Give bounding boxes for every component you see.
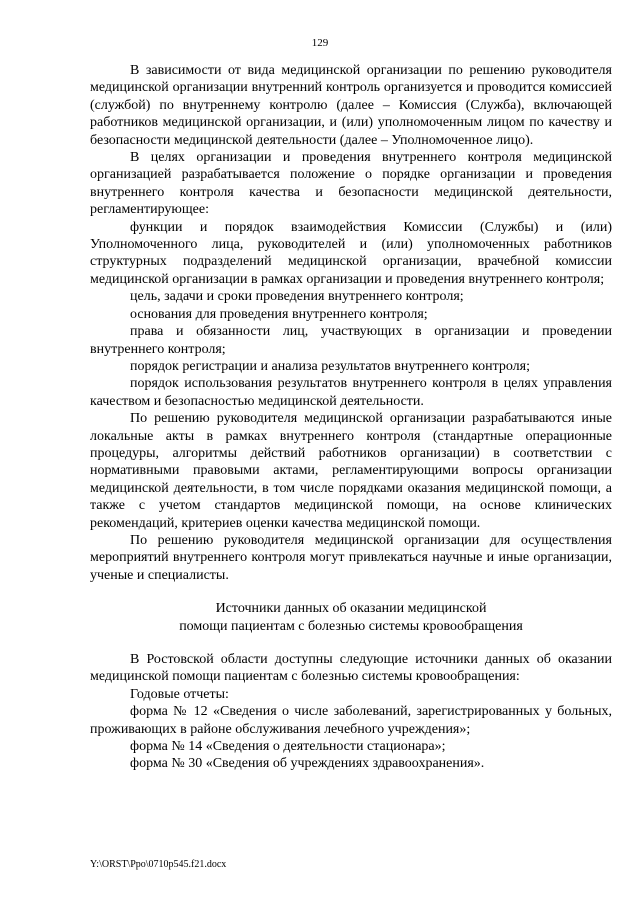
- footer-file-path: Y:\ORST\Ppo\0710p545.f21.docx: [90, 859, 227, 870]
- page-number: 129: [311, 37, 329, 49]
- list-item: функции и порядок взаимодействия Комиссии (Службы) и (или) Уполномоченного лица, руководителей и (или) уполномоченных работников структурных подразделений медицинской организации, врачебной комиссии медицинской организации в рамках организации и проведения внутреннего контроля;: [90, 219, 612, 287]
- list-item: основания для проведения внутреннего контроля;: [130, 306, 428, 322]
- list-item: порядок использования результатов внутреннего контроля в целях управления качеством и безопасностью медицинской деятельности.: [90, 376, 612, 409]
- section-heading-line: Источники данных об оказании медицинской: [215, 601, 487, 617]
- paragraph: В Ростовской области доступны следующие источники данных об оказании медицинской помощи пациентам с болезнью системы кровообращения:: [90, 652, 612, 685]
- paragraph: По решению руководителя медицинской организации для осуществления мероприятий внутреннего контроля могут привлекаться научные и иные организации, ученые и специалисты.: [90, 532, 612, 583]
- paragraph: В целях организации и проведения внутреннего контроля медицинской организацией разрабатывается положение о порядке организации и проведения внутреннего контроля качества и безопасности медицинской деятельности, регламентирующее:: [90, 150, 612, 218]
- section-heading-line: помощи пациентам с болезнью системы кровообращения: [179, 618, 523, 634]
- list-item: форма № 30 «Сведения об учреждениях здравоохранения».: [130, 756, 485, 772]
- list-item: форма № 12 «Сведения о числе заболеваний, зарегистрированных у больных, проживающих в районе обслуживания лечебного учреждения»;: [90, 704, 612, 737]
- list-item: цель, задачи и сроки проведения внутреннего контроля;: [130, 289, 464, 305]
- list-item: форма № 14 «Сведения о деятельности стационара»;: [130, 739, 446, 755]
- paragraph: По решению руководителя медицинской организации разрабатываются иные локальные акты в рамках внутреннего контроля (стандартные операционные процедуры, алгоритмы действий работников организации) в соответствии с нормативными правовыми актами, регламентирующими вопросы организации медицинской деятельности, в том числе порядками оказания медицинской помощи, а также с учетом стандартов медицинской помощи, на основе клинических рекомендаций, критериев оценки качества медицинской помощи.: [90, 411, 612, 531]
- paragraph: В зависимости от вида медицинской организации по решению руководителя медицинской организации внутренний контроль организуется и проводится комиссией (службой) по внутреннему контролю (далее – Комиссия (Служба), включающей работников медицинской организации, и (или) уполномоченным лицом по качеству и безопасности медицинской деятельности (далее – Уполномоченное лицо).: [90, 63, 612, 148]
- paragraph: Годовые отчеты:: [130, 686, 229, 702]
- document-body: [90, 62, 612, 773]
- section-heading: [90, 600, 612, 635]
- list-item: права и обязанности лиц, участвующих в организации и проведении внутреннего контроля;: [90, 324, 612, 357]
- list-item: порядок регистрации и анализа результатов внутреннего контроля;: [130, 358, 530, 374]
